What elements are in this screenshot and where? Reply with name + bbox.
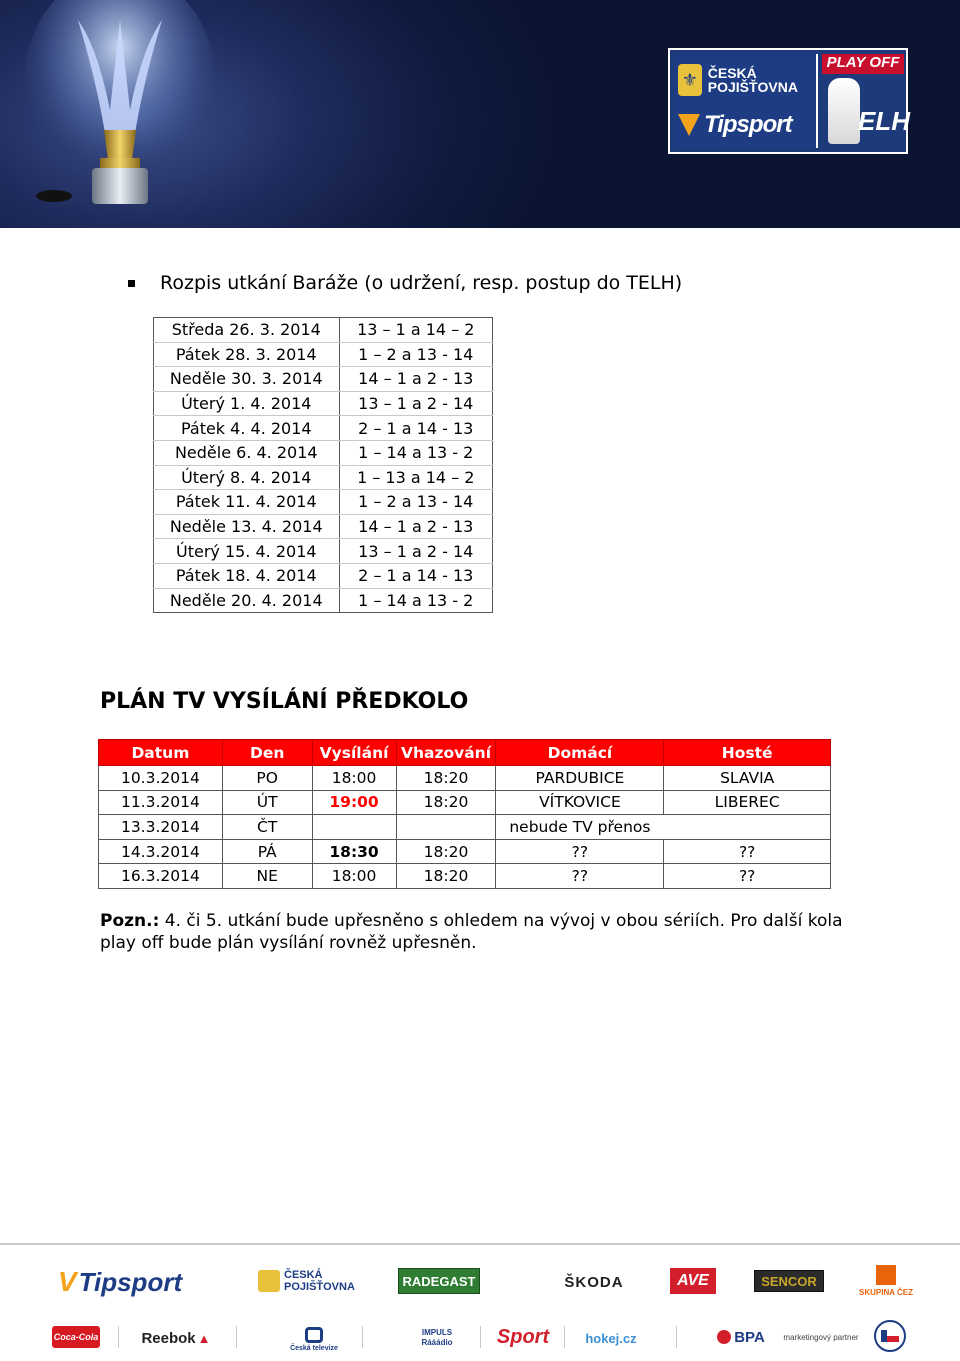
sponsor-name: AVE [677,1272,709,1289]
header-hoste: Hosté [664,740,831,766]
cell-pairs: 13 – 1 a 14 – 2 [339,318,492,343]
playoff-label: PLAY OFF [822,54,904,74]
table-row [154,367,493,392]
table-row [154,465,493,490]
playoff-brand-logo [668,48,908,154]
cell-pairs: 2 – 1 a 14 - 13 [339,563,492,588]
cell-vhazovani: 18:20 [396,839,496,864]
cell-den: ÚT [222,790,312,815]
cell-vhazovani: 18:20 [396,790,496,815]
tipsport-logo [678,108,814,142]
sponsor-name: SENCOR [761,1273,817,1289]
trophy-image [20,0,220,228]
cell-date: Pátek 18. 4. 2014 [154,563,340,588]
sponsor-name: Reebok [141,1329,196,1347]
cell-hoste: ?? [664,839,831,864]
table-row [99,790,831,815]
cell-hoste: ?? [664,864,831,889]
table-row [154,342,493,367]
sponsor-reebok-logo [134,1326,218,1350]
reebok-delta-icon: ▲ [197,1330,211,1346]
sponsor-bpa-logo [712,1326,770,1348]
sponsor-tipsport-logo [50,1266,190,1298]
tipsport-v-icon [678,114,700,136]
cell-domaci: PARDUBICE [496,766,664,791]
czech-flag-icon [881,1330,899,1342]
elh-panel [822,54,910,148]
cell-pairs: 1 – 14 a 13 - 2 [339,588,492,613]
sponsor-name: ČESKÁ POJIŠŤOVNA [284,1269,355,1293]
sponsor-ave-logo [670,1268,716,1294]
league-label: ELH [858,106,910,136]
schedule-table [153,317,493,613]
table-row [154,539,493,564]
header-vhazovani: Vhazování [396,740,496,766]
tv-plan-table [98,739,831,889]
sponsor-sport-logo [498,1324,548,1350]
cell-den: PO [222,766,312,791]
cell-pairs: 1 – 2 a 13 - 14 [339,490,492,515]
cell-date: Úterý 15. 4. 2014 [154,539,340,564]
cell-vysilani: 18:00 [312,864,396,889]
cell-pairs: 1 – 14 a 13 - 2 [339,440,492,465]
cell-pairs: 2 – 1 a 14 - 13 [339,416,492,441]
cell-datum: 16.3.2014 [99,864,223,889]
cell-date: Neděle 13. 4. 2014 [154,514,340,539]
sponsor-cocacola-logo [52,1326,100,1348]
cell-date: Neděle 30. 3. 2014 [154,367,340,392]
cell-hoste [664,815,831,840]
cell-den: NE [222,864,312,889]
sponsor-cez-logo [858,1262,914,1300]
sponsor-panel [674,54,818,148]
cell-note: nebude TV přenos [496,815,664,840]
sponsor-name: RADEGAST [402,1273,476,1289]
footnote [100,910,860,954]
insurer-seal-icon: ⚜ [678,64,702,96]
cell-date: Pátek 11. 4. 2014 [154,490,340,515]
sponsor-name: Česká televize [290,1344,338,1352]
table-row [154,318,493,343]
sponsor-separator [564,1326,565,1348]
section-title: Rozpis utkání Baráže (o udržení, resp. postup do TELH) [160,272,683,294]
header-vysilani: Vysílání [312,740,396,766]
sponsor-separator [118,1326,119,1348]
sponsor-impuls-logo [410,1326,464,1350]
header-den: Den [222,740,312,766]
sponsor-separator [236,1326,237,1348]
cell-date: Úterý 1. 4. 2014 [154,391,340,416]
sponsor-separator [480,1326,481,1348]
cell-domaci: ?? [496,864,664,889]
table-row [154,416,493,441]
sponsor-name: SKUPINA ČEZ [859,1288,913,1297]
ceska-pojistovna-logo [678,60,814,100]
cell-vysilani: 19:00 [312,790,396,815]
sponsor-ceska-pojistovna-logo [258,1266,366,1296]
cell-den: PÁ [222,839,312,864]
footnote-text: 4. či 5. utkání bude upřesněno s ohledem na vývoj v obou sériích. Pro další kola play off bude plán vysílání rovněž upřesněn. [100,911,843,953]
cell-date: Úterý 8. 4. 2014 [154,465,340,490]
table-row [154,588,493,613]
cell-vysilani: 18:00 [312,766,396,791]
cell-datum: 13.3.2014 [99,815,223,840]
bpa-dot-icon [717,1330,731,1344]
header-domaci: Domácí [496,740,664,766]
bullet-icon [128,280,135,287]
marketing-partner-label [778,1330,864,1344]
sponsor-skoda-logo [554,1270,634,1294]
sponsor-name: Tipsport [78,1266,183,1297]
cez-mark-icon [876,1265,896,1285]
cell-pairs: 1 – 2 a 13 - 14 [339,342,492,367]
cell-vhazovani: 18:20 [396,864,496,889]
cell-pairs: 13 – 1 a 2 - 14 [339,539,492,564]
sponsor-sencor-logo [754,1270,824,1292]
sponsor-name: ŠKODA [564,1273,624,1291]
cell-date: Neděle 20. 4. 2014 [154,588,340,613]
cell-pairs: 14 – 1 a 2 - 13 [339,367,492,392]
header-banner [0,0,960,228]
sponsor-separator [362,1326,363,1348]
insurer-seal-icon [258,1270,280,1292]
sponsor-hokejcz-logo [582,1328,640,1348]
cell-den: ČT [222,815,312,840]
cell-datum: 11.3.2014 [99,790,223,815]
cell-date: Středa 26. 3. 2014 [154,318,340,343]
sponsor-radegast-logo [398,1268,480,1294]
table-row [154,391,493,416]
tv-plan-title: PLÁN TV VYSÍLÁNÍ PŘEDKOLO [100,689,469,714]
header-datum: Datum [99,740,223,766]
cell-pairs: 13 – 1 a 2 - 14 [339,391,492,416]
bookmaker-name: Tipsport [704,111,792,138]
cell-datum: 10.3.2014 [99,766,223,791]
footnote-label: Pozn.: [100,911,160,931]
cell-datum: 14.3.2014 [99,839,223,864]
table-row [99,864,831,889]
footer-divider [0,1243,960,1245]
table-row [154,490,493,515]
cell-date: Pátek 4. 4. 2014 [154,416,340,441]
cell-vhazovani: 18:20 [396,766,496,791]
cell-vysilani: 18:30 [312,839,396,864]
cell-pairs: 1 – 13 a 14 – 2 [339,465,492,490]
hockey-federation-emblem-icon [874,1320,906,1352]
insurer-name: ČESKÁ POJIŠŤOVNA [707,65,798,95]
table-header-row [99,740,831,766]
tipsport-v-icon: V [57,1266,77,1297]
sponsor-ct-logo [288,1324,340,1354]
sponsor-name: marketingový partner [783,1332,859,1342]
sponsor-name: Coca-Cola [53,1332,99,1342]
cell-domaci: ?? [496,839,664,864]
cell-hoste: SLAVIA [664,766,831,791]
cell-hoste: LIBEREC [664,790,831,815]
table-row [99,815,831,840]
cell-pairs: 14 – 1 a 2 - 13 [339,514,492,539]
table-row [99,839,831,864]
cell-vhazovani [396,815,496,840]
cell-vysilani [312,815,396,840]
sponsor-separator [676,1326,677,1348]
ct-mark-icon [305,1327,323,1343]
sponsor-name: IMPULS Rááádio [421,1328,453,1347]
sponsor-name: Sport [496,1325,550,1348]
cell-domaci: VÍTKOVICE [496,790,664,815]
table-row [99,766,831,791]
cell-date: Pátek 28. 3. 2014 [154,342,340,367]
sponsor-name: hokej.cz [585,1330,637,1346]
hockey-player-icon [828,78,860,144]
table-row [154,440,493,465]
sponsor-name: BPA [734,1328,765,1346]
table-row [154,514,493,539]
cell-date: Neděle 6. 4. 2014 [154,440,340,465]
table-row [154,563,493,588]
